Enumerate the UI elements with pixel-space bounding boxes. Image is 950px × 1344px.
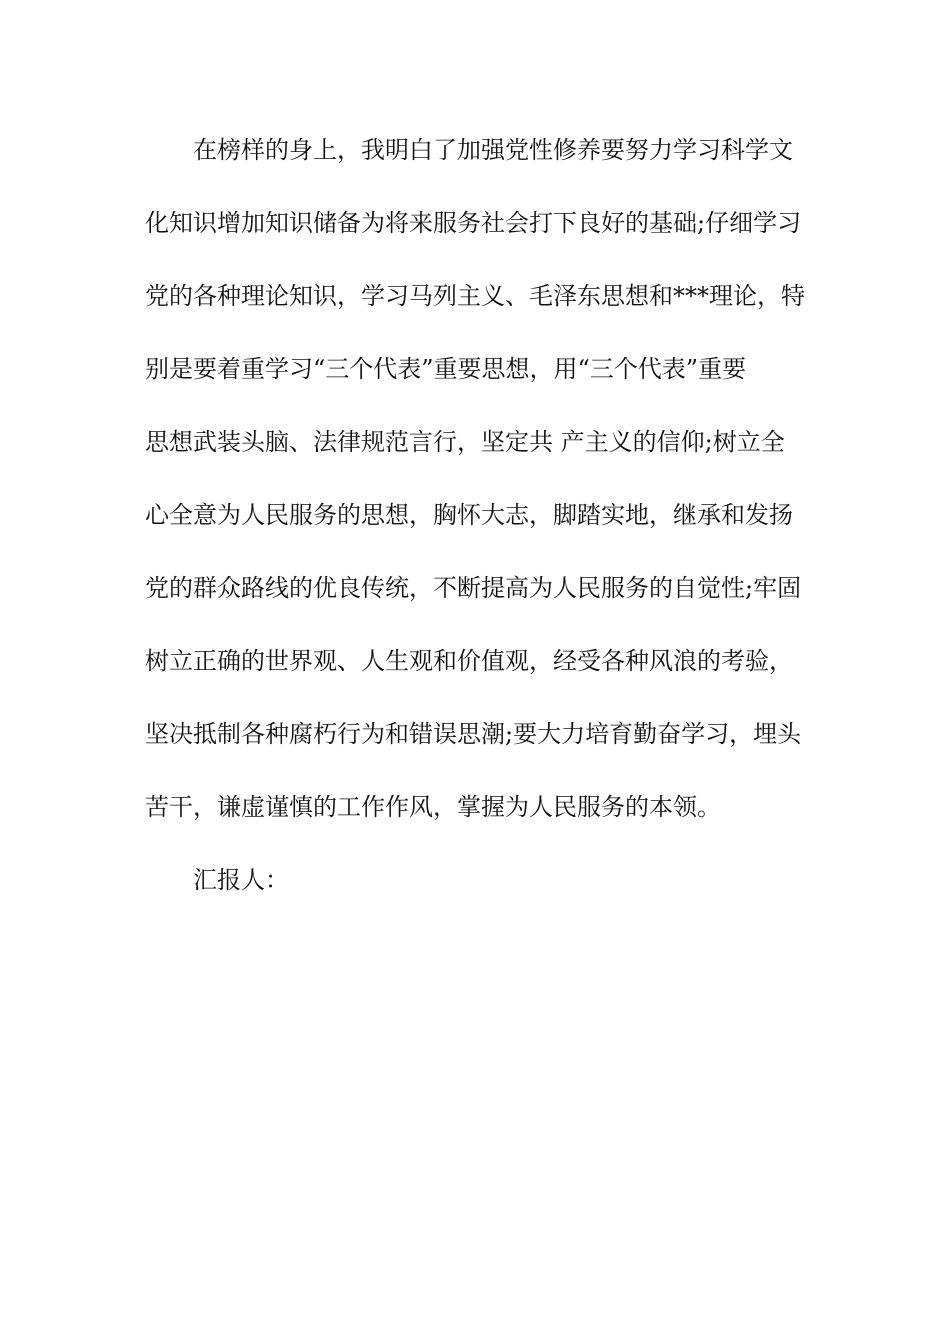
- paragraph-line: 在榜样的身上，我明白了加强党性修养要努力学习科学文: [193, 136, 793, 164]
- paragraph-line: 心全意为人民服务的思想，胸怀大志，脚踏实地，继承和发扬: [145, 501, 793, 529]
- paragraph-line: 树立正确的世界观、人生观和价值观，经受各种风浪的考验，: [145, 647, 793, 675]
- signature-label: 汇报人：: [193, 866, 289, 894]
- paragraph-line: 苦干，谦虚谨慎的工作作风，掌握为人民服务的本领。: [145, 793, 721, 821]
- paragraph-line: 党的各种理论知识，学习马列主义、毛泽东思想和***理论，特: [145, 282, 805, 310]
- paragraph-line: 思想武装头脑、法律规范言行，坚定共 产主义的信仰;树立全: [145, 428, 785, 456]
- document-body: [145, 133, 810, 936]
- paragraph-line: 化知识增加知识储备为将来服务社会打下良好的基础;仔细学习: [145, 209, 802, 237]
- paragraph-line: 坚决抵制各种腐朽行为和错误思潮;要大力培育勤奋学习，埋头: [145, 720, 802, 748]
- paragraph-line: 党的群众路线的优良传统，不断提高为人民服务的自觉性;牢固: [145, 574, 802, 602]
- paragraph-line: 别是要着重学习“三个代表”重要思想，用“三个代表”重要: [145, 355, 747, 383]
